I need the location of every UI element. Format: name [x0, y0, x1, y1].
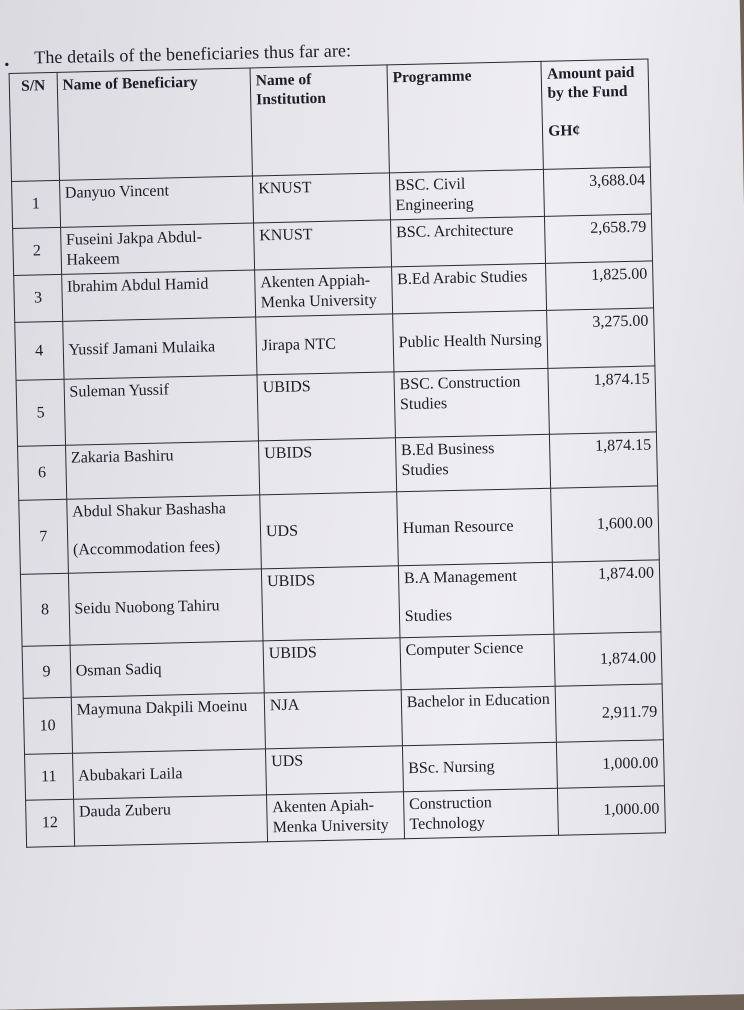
- header-name: Name of Beneficiary: [57, 68, 253, 180]
- cell-sn: 11: [25, 753, 74, 800]
- cell-name-note: (Accommodation fees): [72, 538, 221, 559]
- cell-amount: 2,911.79: [555, 684, 663, 742]
- cell-amount: 3,688.04: [544, 167, 652, 216]
- cell-amount: 1,000.00: [558, 786, 666, 835]
- cell-institution: Akenten Appiah-Menka University: [255, 267, 393, 317]
- cell-amount: 3,275.00: [547, 308, 655, 368]
- cell-sn: 4: [15, 321, 64, 380]
- cell-amount: 1,874.00: [553, 560, 661, 634]
- cell-institution: Akenten Apiah-Menka University: [266, 792, 404, 842]
- header-programme: Programme: [387, 61, 544, 172]
- header-sn: S/N: [9, 72, 59, 181]
- cell-name: Ibrahim Abdul Hamid: [61, 270, 255, 321]
- cell-programme-line2: Studies: [404, 607, 453, 626]
- cell-amount: 1,874.15: [548, 366, 656, 434]
- cell-name: Maymuna Dakpili Moeinu: [71, 693, 266, 753]
- cell-sn: 10: [23, 697, 72, 754]
- cell-programme: Computer Science: [400, 634, 556, 689]
- cell-institution: KNUST: [252, 173, 390, 223]
- cell-programme: BSc. Nursing: [402, 742, 557, 791]
- cell-name: Osman Sadiq: [70, 641, 264, 697]
- header-amount: [541, 59, 650, 169]
- cell-sn: 5: [16, 379, 65, 446]
- cell-name: Zakaria Bashiru: [65, 441, 260, 499]
- cell-name: Dauda Zuberu: [73, 795, 267, 846]
- cell-name-text: Abdul Shakur Bashasha: [71, 500, 227, 521]
- cell-name: Fuseini Jakpa Abdul-Hakeem: [60, 223, 254, 274]
- cell-sn: 7: [19, 499, 68, 574]
- cell-name: Abubakari Laila: [72, 749, 266, 799]
- cell-institution: UBIDS: [263, 638, 401, 693]
- cell-programme: [398, 562, 554, 637]
- cell-amount: 2,658.79: [545, 214, 653, 263]
- header-amount-label: Amount paid by the Fund: [546, 63, 635, 103]
- document-page: [4, 33, 692, 848]
- cell-institution: UBIDS: [261, 566, 399, 641]
- cell-institution: UDS: [265, 746, 403, 795]
- cell-programme: B.Ed Business Studies: [395, 434, 551, 491]
- cell-institution: Jirapa NTC: [256, 314, 394, 375]
- cell-amount: 1,825.00: [546, 261, 654, 310]
- cell-programme: Public Health Nursing: [392, 310, 548, 371]
- cell-sn: 6: [18, 445, 67, 500]
- cell-institution: UBIDS: [257, 372, 395, 441]
- cell-amount: 1,000.00: [557, 740, 665, 788]
- cell-sn: 3: [14, 274, 63, 322]
- header-currency: GH¢: [548, 121, 581, 140]
- cell-institution: NJA: [264, 690, 402, 749]
- cell-name: [66, 495, 261, 573]
- cell-sn: 12: [26, 799, 75, 847]
- beneficiaries-table: [9, 58, 666, 847]
- cell-sn: 1: [12, 180, 61, 228]
- header-institution: Name of Institution: [250, 65, 389, 176]
- cell-programme-text: B.A Management: [403, 567, 518, 588]
- cell-programme: Human Resource: [396, 488, 552, 565]
- cell-programme: BSC. Civil Engineering: [389, 169, 544, 219]
- cell-amount: 1,600.00: [551, 486, 659, 562]
- cell-name: Seidu Nuobong Tahiru: [68, 569, 263, 645]
- cell-programme: BSC. Architecture: [390, 216, 545, 266]
- cell-name: Danyuo Vincent: [59, 176, 253, 227]
- cell-amount: 1,874.00: [554, 632, 662, 686]
- intro-text: The details of the beneficiaries thus far are:: [33, 40, 352, 68]
- cell-institution: UDS: [260, 492, 399, 569]
- cell-programme: Bachelor in Education: [401, 686, 557, 745]
- cell-programme: Construction Technology: [403, 788, 558, 838]
- cell-institution: KNUST: [253, 220, 391, 270]
- cell-amount: 1,874.15: [550, 432, 658, 488]
- cell-name: Yussif Jamani Mulaika: [62, 317, 257, 379]
- cell-sn: 8: [20, 573, 69, 646]
- table-header-row: [9, 59, 650, 181]
- cell-sn: 2: [13, 227, 62, 275]
- cell-sn: 9: [22, 645, 71, 698]
- cell-programme: B.Ed Arabic Studies: [391, 263, 546, 313]
- cell-name: Suleman Yussif: [64, 375, 259, 445]
- cell-institution: UBIDS: [258, 438, 396, 495]
- bullet-mark: •: [4, 57, 10, 74]
- cell-programme: BSC. Construction Studies: [394, 368, 550, 437]
